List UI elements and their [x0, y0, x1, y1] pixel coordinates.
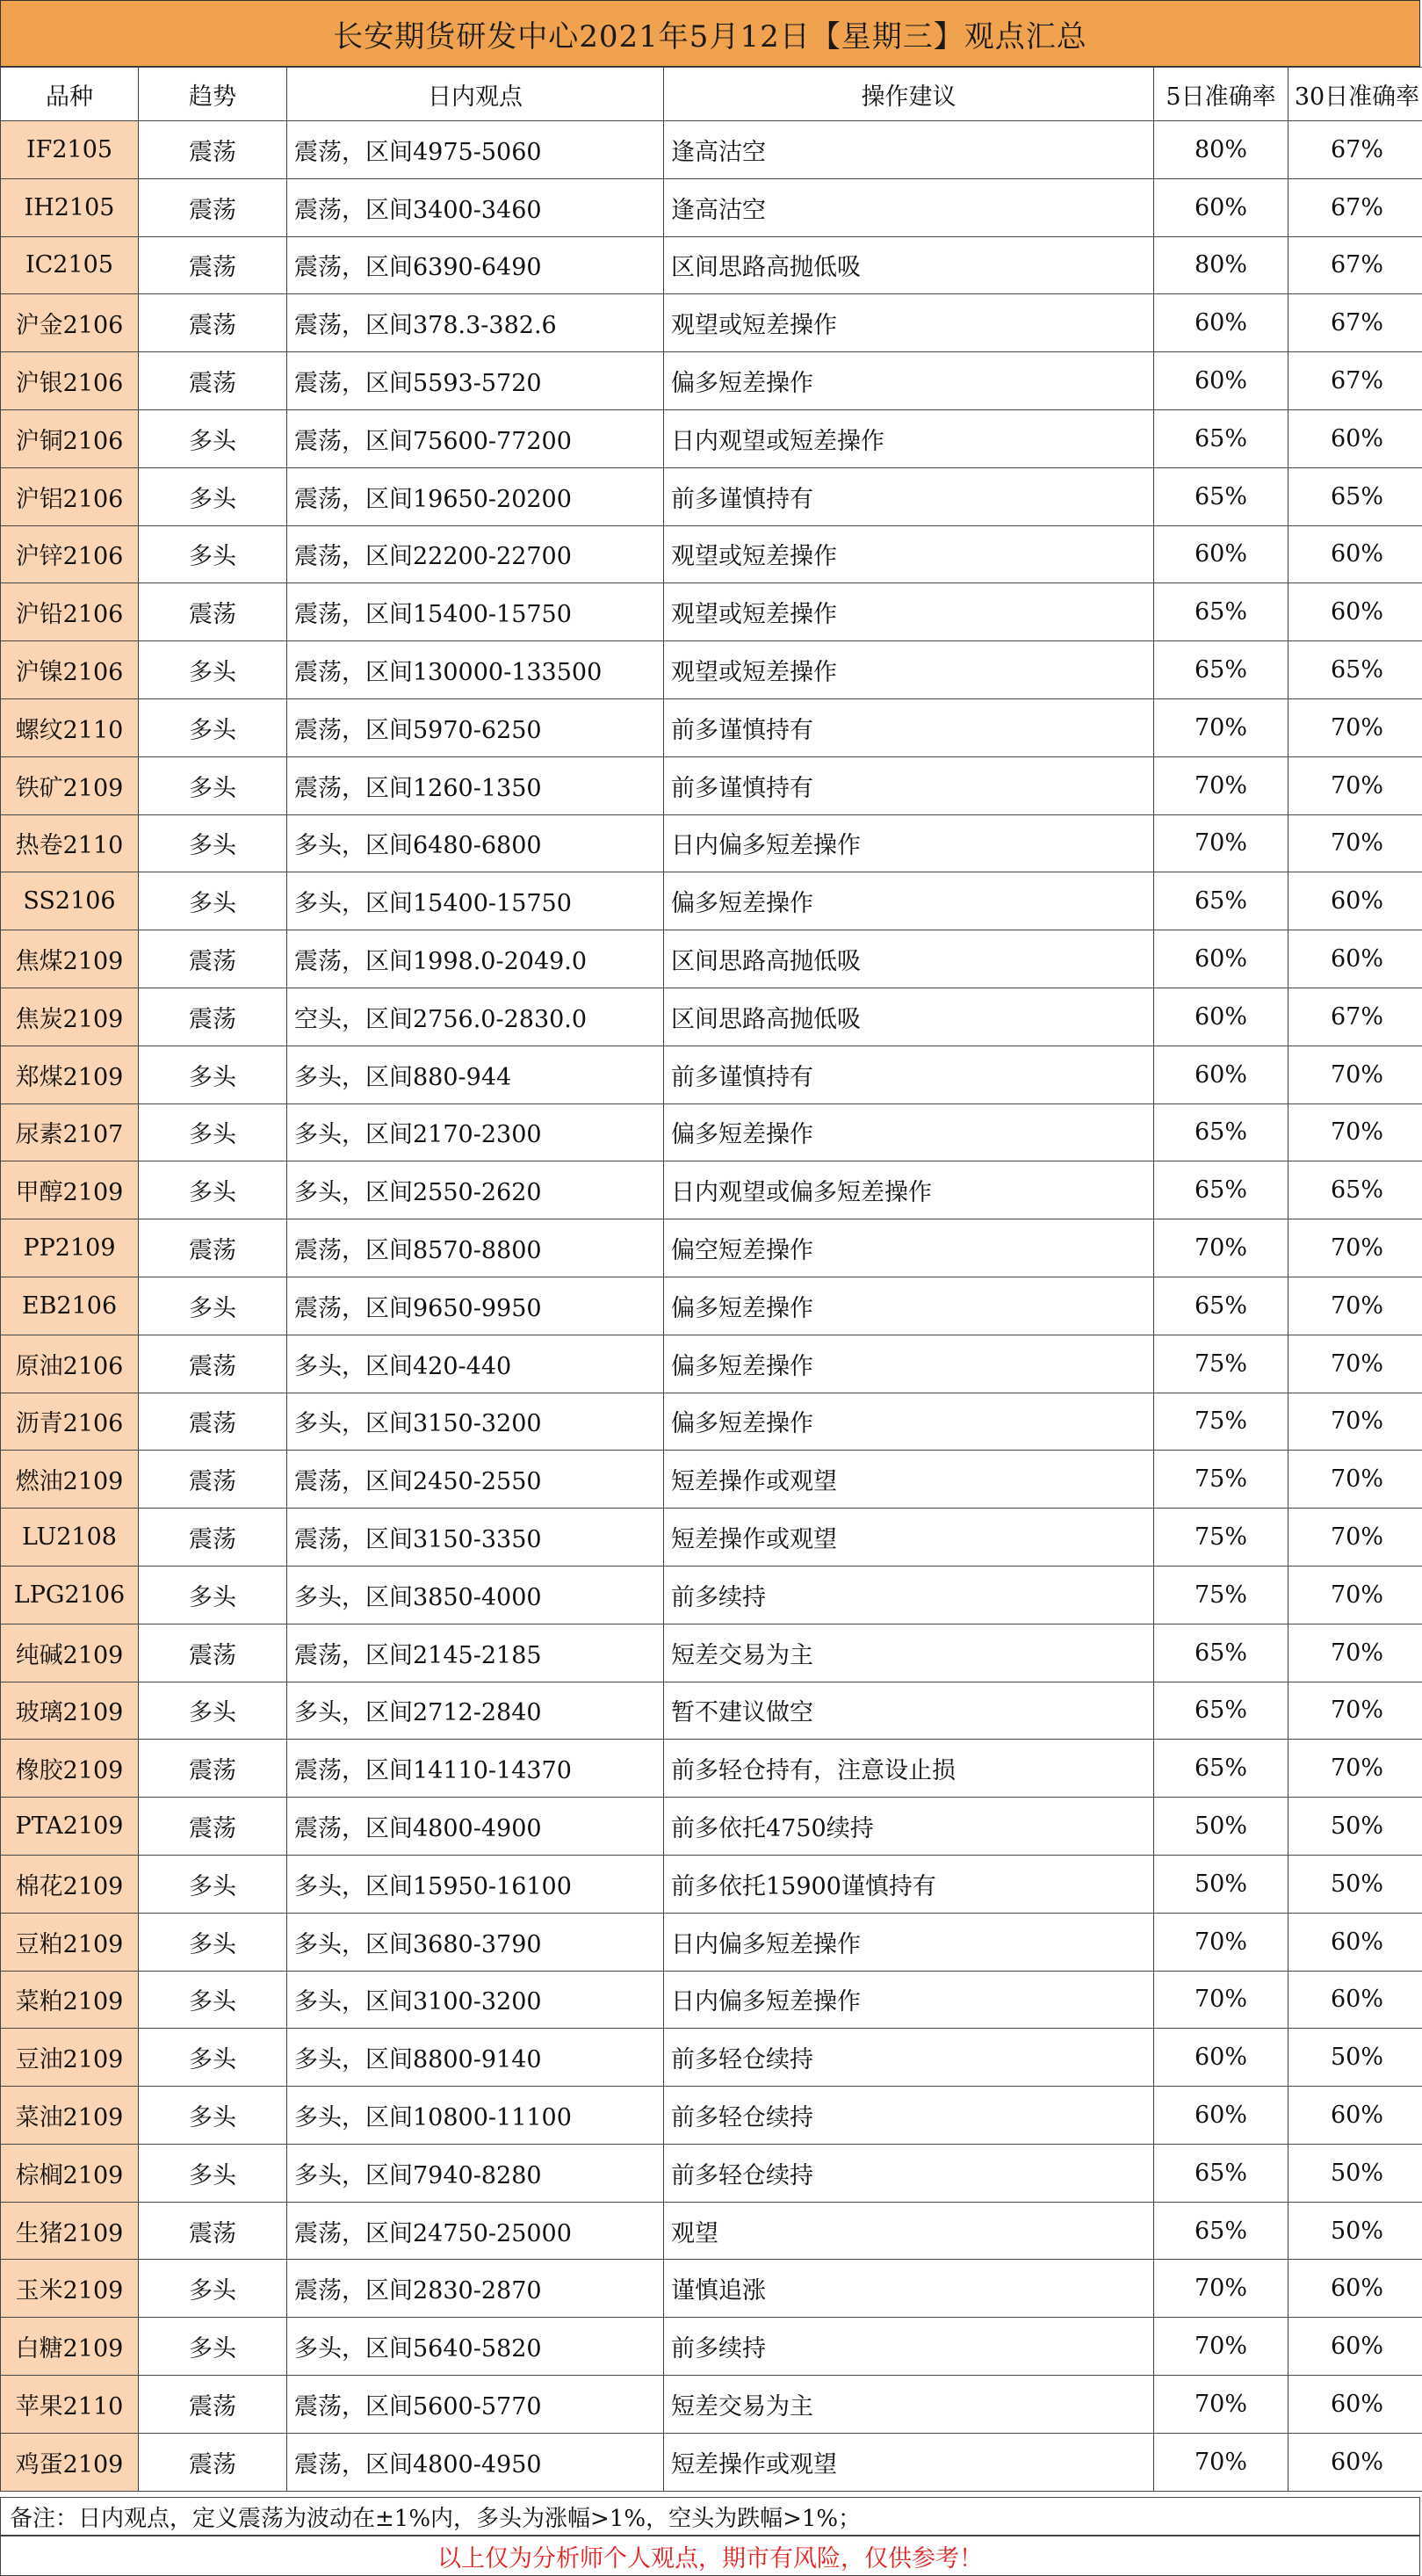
- table-row: [1, 698, 1422, 756]
- page-title: 长安期货研发中心2021年5月12日【星期三】观点汇总: [0, 0, 1420, 67]
- cell-30day-accuracy: 70%: [1288, 1451, 1422, 1509]
- cell-operation: 前多依托4750续持: [664, 1798, 1154, 1856]
- table-row: [1, 1971, 1422, 2029]
- cell-variety: 螺纹2110: [1, 698, 139, 756]
- table-row: [1, 1855, 1422, 1913]
- cell-intraday-view: 多头，区间3150-3200: [287, 1393, 664, 1451]
- cell-operation: 偏空短差操作: [664, 1219, 1154, 1277]
- cell-5day-accuracy: 70%: [1154, 2318, 1288, 2376]
- cell-5day-accuracy: 75%: [1154, 1451, 1288, 1509]
- cell-intraday-view: 震荡，区间9650-9950: [287, 1277, 664, 1335]
- cell-variety: IF2105: [1, 121, 139, 179]
- cell-intraday-view: 震荡，区间5970-6250: [287, 698, 664, 756]
- cell-variety: LU2108: [1, 1509, 139, 1567]
- cell-intraday-view: 多头，区间2550-2620: [287, 1161, 664, 1219]
- cell-intraday-view: 多头，区间2712-2840: [287, 1682, 664, 1740]
- cell-variety: 热卷2110: [1, 814, 139, 872]
- cell-operation: 谨慎追涨: [664, 2260, 1154, 2318]
- cell-5day-accuracy: 70%: [1154, 1913, 1288, 1971]
- cell-30day-accuracy: 67%: [1288, 294, 1422, 352]
- cell-intraday-view: 多头，区间10800-11100: [287, 2087, 664, 2145]
- table-row: [1, 1393, 1422, 1451]
- cell-30day-accuracy: 70%: [1288, 814, 1422, 872]
- cell-5day-accuracy: 65%: [1154, 2144, 1288, 2202]
- cell-trend: 震荡: [139, 1624, 287, 1682]
- cell-variety: 沪金2106: [1, 294, 139, 352]
- cell-variety: 玻璃2109: [1, 1682, 139, 1740]
- table-row: [1, 1451, 1422, 1509]
- cell-5day-accuracy: 70%: [1154, 756, 1288, 814]
- table-row: [1, 2260, 1422, 2318]
- cell-variety: 沪镍2106: [1, 641, 139, 699]
- cell-operation: 观望或短差操作: [664, 641, 1154, 699]
- cell-operation: 前多续持: [664, 2318, 1154, 2376]
- table-row: [1, 236, 1422, 294]
- cell-30day-accuracy: 70%: [1288, 1393, 1422, 1451]
- table-row: [1, 2144, 1422, 2202]
- cell-5day-accuracy: 75%: [1154, 1335, 1288, 1393]
- header-5day-accuracy: 5日准确率: [1154, 68, 1288, 121]
- cell-intraday-view: 震荡，区间130000-133500: [287, 641, 664, 699]
- cell-intraday-view: 震荡，区间2450-2550: [287, 1451, 664, 1509]
- cell-intraday-view: 震荡，区间15400-15750: [287, 583, 664, 641]
- cell-trend: 震荡: [139, 1509, 287, 1567]
- table-row: [1, 467, 1422, 525]
- cell-5day-accuracy: 70%: [1154, 1971, 1288, 2029]
- cell-5day-accuracy: 60%: [1154, 930, 1288, 988]
- table-row: [1, 178, 1422, 236]
- cell-5day-accuracy: 60%: [1154, 988, 1288, 1046]
- cell-variety: 白糖2109: [1, 2318, 139, 2376]
- cell-30day-accuracy: 67%: [1288, 352, 1422, 410]
- table-row: [1, 1335, 1422, 1393]
- table-row: [1, 1103, 1422, 1161]
- cell-30day-accuracy: 70%: [1288, 1509, 1422, 1567]
- disclaimer: 以上仅为分析师个人观点，期市有风险，仅供参考！: [0, 2536, 1420, 2576]
- cell-30day-accuracy: 70%: [1288, 1624, 1422, 1682]
- cell-intraday-view: 震荡，区间4800-4900: [287, 1798, 664, 1856]
- cell-30day-accuracy: 67%: [1288, 236, 1422, 294]
- cell-trend: 多头: [139, 756, 287, 814]
- cell-5day-accuracy: 65%: [1154, 872, 1288, 930]
- cell-5day-accuracy: 70%: [1154, 2376, 1288, 2434]
- cell-operation: 日内偏多短差操作: [664, 1913, 1154, 1971]
- cell-30day-accuracy: 60%: [1288, 1971, 1422, 2029]
- cell-trend: 多头: [139, 641, 287, 699]
- cell-trend: 多头: [139, 1046, 287, 1103]
- cell-intraday-view: 震荡，区间3400-3460: [287, 178, 664, 236]
- cell-30day-accuracy: 65%: [1288, 641, 1422, 699]
- cell-trend: 震荡: [139, 121, 287, 179]
- table-row: [1, 1566, 1422, 1624]
- cell-operation: 前多谨慎持有: [664, 1046, 1154, 1103]
- cell-30day-accuracy: 60%: [1288, 409, 1422, 467]
- cell-intraday-view: 多头，区间3100-3200: [287, 1971, 664, 2029]
- cell-operation: 逢高沽空: [664, 178, 1154, 236]
- cell-variety: IC2105: [1, 236, 139, 294]
- cell-operation: 前多轻仓持有，注意设止损: [664, 1740, 1154, 1798]
- cell-30day-accuracy: 60%: [1288, 2376, 1422, 2434]
- cell-variety: 菜油2109: [1, 2087, 139, 2145]
- cell-intraday-view: 多头，区间3850-4000: [287, 1566, 664, 1624]
- cell-operation: 日内偏多短差操作: [664, 1971, 1154, 2029]
- outlook-table: [0, 67, 1422, 2492]
- table-row: [1, 930, 1422, 988]
- cell-operation: 观望或短差操作: [664, 525, 1154, 583]
- cell-30day-accuracy: 70%: [1288, 1046, 1422, 1103]
- cell-5day-accuracy: 65%: [1154, 409, 1288, 467]
- cell-5day-accuracy: 60%: [1154, 1046, 1288, 1103]
- cell-operation: 前多依托15900谨慎持有: [664, 1855, 1154, 1913]
- cell-trend: 震荡: [139, 988, 287, 1046]
- cell-5day-accuracy: 65%: [1154, 1682, 1288, 1740]
- header-30day-accuracy: 30日准确率: [1288, 68, 1422, 121]
- cell-variety: 焦煤2109: [1, 930, 139, 988]
- cell-intraday-view: 多头，区间5640-5820: [287, 2318, 664, 2376]
- cell-variety: 沪铅2106: [1, 583, 139, 641]
- cell-trend: 多头: [139, 2087, 287, 2145]
- cell-intraday-view: 震荡，区间4800-4950: [287, 2433, 664, 2491]
- cell-intraday-view: 震荡，区间2830-2870: [287, 2260, 664, 2318]
- cell-operation: 逢高沽空: [664, 121, 1154, 179]
- cell-trend: 震荡: [139, 294, 287, 352]
- cell-variety: IH2105: [1, 178, 139, 236]
- cell-operation: 短差交易为主: [664, 1624, 1154, 1682]
- cell-intraday-view: 多头，区间15400-15750: [287, 872, 664, 930]
- cell-30day-accuracy: 67%: [1288, 178, 1422, 236]
- cell-variety: 尿素2107: [1, 1103, 139, 1161]
- cell-intraday-view: 震荡，区间4975-5060: [287, 121, 664, 179]
- cell-variety: 苹果2110: [1, 2376, 139, 2434]
- cell-trend: 震荡: [139, 583, 287, 641]
- cell-5day-accuracy: 75%: [1154, 1393, 1288, 1451]
- cell-operation: 前多轻仓续持: [664, 2029, 1154, 2087]
- cell-variety: 沪锌2106: [1, 525, 139, 583]
- cell-variety: 沥青2106: [1, 1393, 139, 1451]
- cell-intraday-view: 震荡，区间1998.0-2049.0: [287, 930, 664, 988]
- cell-5day-accuracy: 70%: [1154, 2433, 1288, 2491]
- table-row: [1, 525, 1422, 583]
- cell-30day-accuracy: 70%: [1288, 1219, 1422, 1277]
- cell-5day-accuracy: 60%: [1154, 2029, 1288, 2087]
- cell-trend: 震荡: [139, 1740, 287, 1798]
- cell-variety: EB2106: [1, 1277, 139, 1335]
- cell-intraday-view: 多头，区间6480-6800: [287, 814, 664, 872]
- cell-operation: 区间思路高抛低吸: [664, 988, 1154, 1046]
- cell-operation: 前多谨慎持有: [664, 698, 1154, 756]
- cell-trend: 多头: [139, 1855, 287, 1913]
- cell-intraday-view: 多头，区间8800-9140: [287, 2029, 664, 2087]
- cell-variety: 鸡蛋2109: [1, 2433, 139, 2491]
- cell-5day-accuracy: 70%: [1154, 1219, 1288, 1277]
- cell-30day-accuracy: 67%: [1288, 121, 1422, 179]
- table-row: [1, 1913, 1422, 1971]
- cell-intraday-view: 震荡，区间3150-3350: [287, 1509, 664, 1567]
- cell-intraday-view: 震荡，区间5600-5770: [287, 2376, 664, 2434]
- cell-variety: SS2106: [1, 872, 139, 930]
- cell-trend: 多头: [139, 2318, 287, 2376]
- cell-5day-accuracy: 60%: [1154, 294, 1288, 352]
- cell-5day-accuracy: 70%: [1154, 2260, 1288, 2318]
- cell-5day-accuracy: 80%: [1154, 236, 1288, 294]
- cell-intraday-view: 震荡，区间5593-5720: [287, 352, 664, 410]
- cell-trend: 震荡: [139, 236, 287, 294]
- cell-30day-accuracy: 60%: [1288, 525, 1422, 583]
- cell-trend: 多头: [139, 1566, 287, 1624]
- cell-intraday-view: 震荡，区间1260-1350: [287, 756, 664, 814]
- table-row: [1, 1219, 1422, 1277]
- cell-intraday-view: 震荡，区间6390-6490: [287, 236, 664, 294]
- cell-intraday-view: 多头，区间15950-16100: [287, 1855, 664, 1913]
- table-row: [1, 1277, 1422, 1335]
- cell-trend: 震荡: [139, 930, 287, 988]
- cell-trend: 震荡: [139, 2433, 287, 2491]
- cell-variety: 沪银2106: [1, 352, 139, 410]
- table-row: [1, 1161, 1422, 1219]
- cell-intraday-view: 震荡，区间2145-2185: [287, 1624, 664, 1682]
- cell-intraday-view: 多头，区间420-440: [287, 1335, 664, 1393]
- cell-operation: 日内偏多短差操作: [664, 814, 1154, 872]
- cell-variety: 焦炭2109: [1, 988, 139, 1046]
- cell-variety: 棕榈2109: [1, 2144, 139, 2202]
- cell-5day-accuracy: 70%: [1154, 814, 1288, 872]
- table-row: [1, 2087, 1422, 2145]
- cell-operation: 区间思路高抛低吸: [664, 930, 1154, 988]
- cell-5day-accuracy: 75%: [1154, 1509, 1288, 1567]
- cell-30day-accuracy: 70%: [1288, 698, 1422, 756]
- cell-variety: PTA2109: [1, 1798, 139, 1856]
- cell-trend: 震荡: [139, 1798, 287, 1856]
- cell-operation: 偏多短差操作: [664, 872, 1154, 930]
- header-intraday-view: 日内观点: [287, 68, 664, 121]
- cell-5day-accuracy: 75%: [1154, 1566, 1288, 1624]
- cell-intraday-view: 震荡，区间75600-77200: [287, 409, 664, 467]
- cell-trend: 多头: [139, 1161, 287, 1219]
- cell-trend: 震荡: [139, 1451, 287, 1509]
- cell-trend: 多头: [139, 525, 287, 583]
- table-row: [1, 2376, 1422, 2434]
- cell-5day-accuracy: 70%: [1154, 698, 1288, 756]
- cell-trend: 多头: [139, 1971, 287, 2029]
- cell-trend: 震荡: [139, 2202, 287, 2260]
- cell-trend: 多头: [139, 2029, 287, 2087]
- cell-variety: 纯碱2109: [1, 1624, 139, 1682]
- cell-5day-accuracy: 80%: [1154, 121, 1288, 179]
- table-row: [1, 583, 1422, 641]
- cell-operation: 前多谨慎持有: [664, 756, 1154, 814]
- header-trend: 趋势: [139, 68, 287, 121]
- cell-trend: 震荡: [139, 1335, 287, 1393]
- header-operation: 操作建议: [664, 68, 1154, 121]
- cell-operation: 观望或短差操作: [664, 294, 1154, 352]
- cell-variety: 原油2106: [1, 1335, 139, 1393]
- cell-trend: 震荡: [139, 1219, 287, 1277]
- table-row: [1, 756, 1422, 814]
- cell-operation: 偏多短差操作: [664, 352, 1154, 410]
- cell-intraday-view: 震荡，区间24750-25000: [287, 2202, 664, 2260]
- cell-trend: 多头: [139, 1913, 287, 1971]
- cell-variety: 郑煤2109: [1, 1046, 139, 1103]
- table-row: [1, 1798, 1422, 1856]
- table-row: [1, 2433, 1422, 2491]
- table-row: [1, 814, 1422, 872]
- table-row: [1, 409, 1422, 467]
- cell-30day-accuracy: 50%: [1288, 2144, 1422, 2202]
- cell-5day-accuracy: 65%: [1154, 1740, 1288, 1798]
- cell-variety: 棉花2109: [1, 1855, 139, 1913]
- cell-30day-accuracy: 60%: [1288, 2318, 1422, 2376]
- table-row: [1, 2029, 1422, 2087]
- table-row: [1, 352, 1422, 410]
- table-row: [1, 2318, 1422, 2376]
- cell-30day-accuracy: 60%: [1288, 2260, 1422, 2318]
- cell-operation: 偏多短差操作: [664, 1103, 1154, 1161]
- cell-5day-accuracy: 65%: [1154, 1161, 1288, 1219]
- cell-operation: 偏多短差操作: [664, 1393, 1154, 1451]
- cell-trend: 多头: [139, 872, 287, 930]
- cell-30day-accuracy: 50%: [1288, 1798, 1422, 1856]
- footnote: 备注：日内观点，定义震荡为波动在±1%内，多头为涨幅>1%，空头为跌幅>1%；: [0, 2497, 1420, 2536]
- cell-intraday-view: 空头，区间2756.0-2830.0: [287, 988, 664, 1046]
- cell-intraday-view: 多头，区间7940-8280: [287, 2144, 664, 2202]
- cell-variety: 玉米2109: [1, 2260, 139, 2318]
- cell-intraday-view: 震荡，区间8570-8800: [287, 1219, 664, 1277]
- cell-30day-accuracy: 50%: [1288, 2029, 1422, 2087]
- cell-5day-accuracy: 50%: [1154, 1855, 1288, 1913]
- cell-trend: 多头: [139, 1103, 287, 1161]
- table-row: [1, 641, 1422, 699]
- table-row: [1, 872, 1422, 930]
- table-row: [1, 294, 1422, 352]
- cell-intraday-view: 多头，区间880-944: [287, 1046, 664, 1103]
- cell-5day-accuracy: 60%: [1154, 2087, 1288, 2145]
- cell-operation: 观望: [664, 2202, 1154, 2260]
- cell-variety: 燃油2109: [1, 1451, 139, 1509]
- cell-30day-accuracy: 60%: [1288, 930, 1422, 988]
- cell-operation: 日内观望或短差操作: [664, 409, 1154, 467]
- cell-operation: 前多谨慎持有: [664, 467, 1154, 525]
- cell-trend: 多头: [139, 409, 287, 467]
- cell-intraday-view: 多头，区间2170-2300: [287, 1103, 664, 1161]
- cell-5day-accuracy: 60%: [1154, 178, 1288, 236]
- cell-30day-accuracy: 60%: [1288, 1913, 1422, 1971]
- cell-5day-accuracy: 65%: [1154, 1103, 1288, 1161]
- cell-5day-accuracy: 65%: [1154, 2202, 1288, 2260]
- cell-variety: 橡胶2109: [1, 1740, 139, 1798]
- cell-30day-accuracy: 60%: [1288, 2433, 1422, 2491]
- cell-30day-accuracy: 60%: [1288, 872, 1422, 930]
- cell-5day-accuracy: 60%: [1154, 352, 1288, 410]
- cell-variety: LPG2106: [1, 1566, 139, 1624]
- cell-operation: 偏多短差操作: [664, 1277, 1154, 1335]
- cell-trend: 多头: [139, 2260, 287, 2318]
- cell-30day-accuracy: 67%: [1288, 988, 1422, 1046]
- cell-5day-accuracy: 65%: [1154, 1277, 1288, 1335]
- table-body: [1, 121, 1422, 2492]
- cell-30day-accuracy: 60%: [1288, 2087, 1422, 2145]
- cell-5day-accuracy: 65%: [1154, 1624, 1288, 1682]
- cell-30day-accuracy: 50%: [1288, 2202, 1422, 2260]
- cell-30day-accuracy: 70%: [1288, 1277, 1422, 1335]
- cell-trend: 多头: [139, 698, 287, 756]
- cell-operation: 区间思路高抛低吸: [664, 236, 1154, 294]
- cell-trend: 多头: [139, 1682, 287, 1740]
- cell-30day-accuracy: 70%: [1288, 1335, 1422, 1393]
- table-row: [1, 1509, 1422, 1567]
- cell-30day-accuracy: 65%: [1288, 467, 1422, 525]
- cell-5day-accuracy: 65%: [1154, 467, 1288, 525]
- cell-operation: 短差交易为主: [664, 2376, 1154, 2434]
- cell-operation: 短差操作或观望: [664, 1509, 1154, 1567]
- cell-variety: 菜粕2109: [1, 1971, 139, 2029]
- table-row: [1, 988, 1422, 1046]
- cell-variety: 沪铜2106: [1, 409, 139, 467]
- cell-trend: 多头: [139, 467, 287, 525]
- cell-5day-accuracy: 65%: [1154, 641, 1288, 699]
- table-row: [1, 1740, 1422, 1798]
- cell-operation: 日内观望或偏多短差操作: [664, 1161, 1154, 1219]
- cell-trend: 多头: [139, 1277, 287, 1335]
- cell-variety: 甲醇2109: [1, 1161, 139, 1219]
- cell-operation: 前多续持: [664, 1566, 1154, 1624]
- table-row: [1, 2202, 1422, 2260]
- cell-trend: 震荡: [139, 1393, 287, 1451]
- cell-intraday-view: 震荡，区间378.3-382.6: [287, 294, 664, 352]
- cell-variety: 铁矿2109: [1, 756, 139, 814]
- cell-variety: 豆油2109: [1, 2029, 139, 2087]
- cell-intraday-view: 多头，区间3680-3790: [287, 1913, 664, 1971]
- cell-30day-accuracy: 70%: [1288, 1682, 1422, 1740]
- cell-5day-accuracy: 60%: [1154, 525, 1288, 583]
- cell-trend: 震荡: [139, 178, 287, 236]
- cell-variety: 生猪2109: [1, 2202, 139, 2260]
- table-row: [1, 121, 1422, 179]
- cell-operation: 偏多短差操作: [664, 1335, 1154, 1393]
- cell-operation: 短差操作或观望: [664, 1451, 1154, 1509]
- table-row: [1, 1046, 1422, 1103]
- cell-intraday-view: 震荡，区间19650-20200: [287, 467, 664, 525]
- cell-30day-accuracy: 70%: [1288, 756, 1422, 814]
- cell-operation: 前多轻仓续持: [664, 2144, 1154, 2202]
- cell-30day-accuracy: 65%: [1288, 1161, 1422, 1219]
- cell-5day-accuracy: 65%: [1154, 583, 1288, 641]
- cell-30day-accuracy: 60%: [1288, 583, 1422, 641]
- cell-trend: 震荡: [139, 2376, 287, 2434]
- table-row: [1, 1682, 1422, 1740]
- cell-variety: PP2109: [1, 1219, 139, 1277]
- cell-5day-accuracy: 50%: [1154, 1798, 1288, 1856]
- cell-trend: 震荡: [139, 352, 287, 410]
- table-row: [1, 1624, 1422, 1682]
- cell-intraday-view: 震荡，区间22200-22700: [287, 525, 664, 583]
- cell-intraday-view: 震荡，区间14110-14370: [287, 1740, 664, 1798]
- cell-operation: 短差操作或观望: [664, 2433, 1154, 2491]
- cell-variety: 豆粕2109: [1, 1913, 139, 1971]
- header-name: 品种: [1, 68, 139, 121]
- cell-trend: 多头: [139, 814, 287, 872]
- cell-30day-accuracy: 70%: [1288, 1566, 1422, 1624]
- cell-30day-accuracy: 50%: [1288, 1855, 1422, 1913]
- cell-variety: 沪铝2106: [1, 467, 139, 525]
- cell-operation: 前多轻仓续持: [664, 2087, 1154, 2145]
- table-header-row: [1, 68, 1422, 121]
- cell-operation: 观望或短差操作: [664, 583, 1154, 641]
- cell-30day-accuracy: 70%: [1288, 1740, 1422, 1798]
- cell-trend: 多头: [139, 2144, 287, 2202]
- cell-operation: 暂不建议做空: [664, 1682, 1154, 1740]
- cell-30day-accuracy: 70%: [1288, 1103, 1422, 1161]
